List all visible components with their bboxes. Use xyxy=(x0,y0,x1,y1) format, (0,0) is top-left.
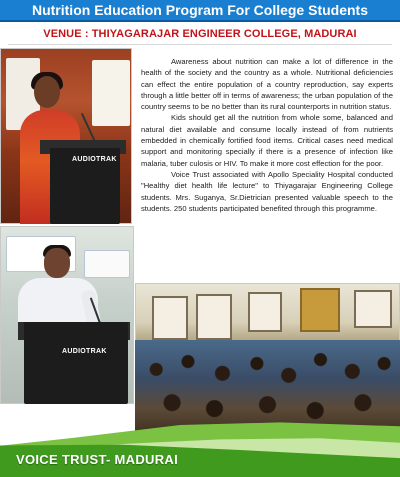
podium-brand-label: AUDIOTRAK xyxy=(72,156,117,163)
article-paragraph: Awareness about nutrition can make a lot of difference in the health of the society and the country as a whole. Nutritional deficiencies can effect the entire population of a country reproduction, say experts through a little better off in terms of awareness; the urban population of the country seems to be no better than its rural counterports in nutrition status. xyxy=(141,57,393,112)
article-body xyxy=(141,56,393,214)
background-banner xyxy=(84,250,130,278)
page-title: Nutrition Education Program For College Students xyxy=(31,2,368,18)
window xyxy=(354,290,392,328)
article-paragraph: Kids should get all the nutrition from whole some, balanced and natural diet available and consume locally instead of from nutrients embedded in chemically fortified food items. Critical cases need medical support and monitoring specially if there is a presence of infection like malaria, tuber culosis or HIV. To make it more cost effection for the poor. xyxy=(141,113,393,168)
window xyxy=(196,294,232,340)
divider xyxy=(8,44,392,45)
window xyxy=(152,296,188,340)
window xyxy=(248,292,282,332)
podium-brand-label: AUDIOTRAK xyxy=(62,348,107,355)
podium xyxy=(24,322,128,404)
article-paragraph: Voice Trust associated with Apollo Speciality Hospital conducted "Healthy diet health life lecture" to Thiyagarajar Engineering College students. Mrs. Suganya, Sr.Dietrician presented valuable speech to the students. 250 students participated benefited through this programme. xyxy=(141,169,393,213)
venue-line: VENUE : THIYAGARAJAR ENGINEER COLLEGE, MADURAI xyxy=(43,28,357,40)
page-title-bar xyxy=(0,0,400,22)
speaker-head xyxy=(44,248,70,278)
background-banner xyxy=(92,60,130,126)
speaker-head xyxy=(34,76,60,108)
footer-label: VOICE TRUST- MADURAI xyxy=(16,452,178,467)
door xyxy=(300,288,340,332)
